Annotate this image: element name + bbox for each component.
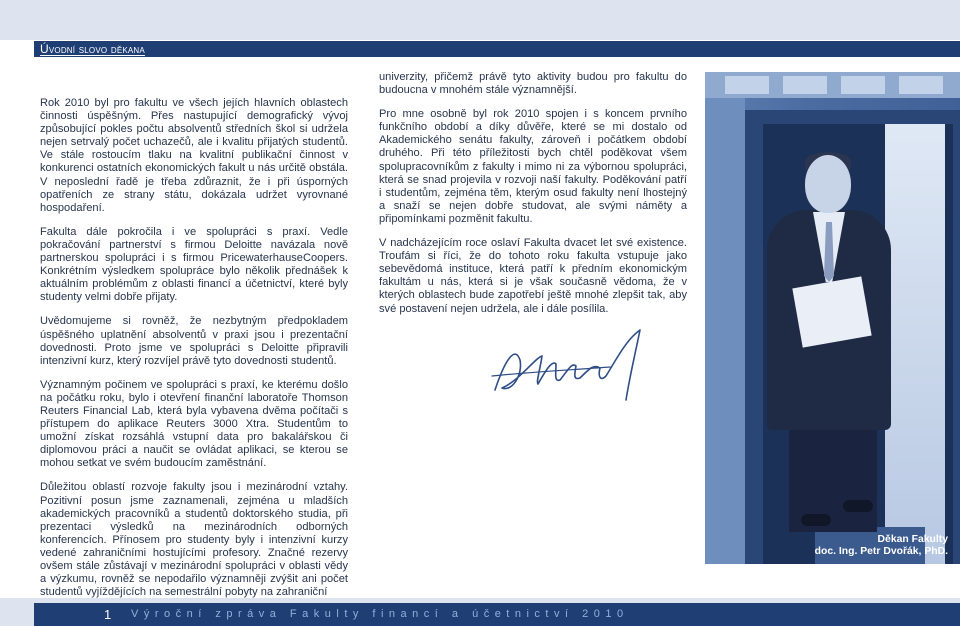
photo-light [885, 124, 945, 564]
paragraph: Pro mne osobně byl rok 2010 spojen i s koncem prvního funkčního období a díky důvěře, které se mi dostalo od Akademického senátu fakulty, zároveň i počátkem období druhého. Při této příležitosti bych chtěl poděkovat všem spolupracovníkům z fakulty i mimo ni za výbornou spolupráci, která se snad projevila v rozvoji naší fakulty. Poděkování patří i studentům, zejména těm, kterým osud fakulty není lhostejný a snaží se nejen dobře studovat, ale svými náměty a připomínkami pozměnit fakultu. [379, 108, 687, 225]
paragraph: univerzity, přičemž právě tyto aktivity budou pro fakultu do budoucna v mnohém stále významnější. [379, 71, 687, 97]
photo-caption [815, 534, 948, 558]
photo-window [841, 76, 885, 94]
photo-window [725, 76, 769, 94]
signature-icon [490, 320, 680, 410]
paragraph: Rok 2010 byl pro fakultu ve všech jejích hlavních oblastech činnosti úspěšným. Přes nastupující demografický vývoj způsobující pokles počtu absolventů středních škol si udržela nejen setrvalý počet uchazečů, ale i kvalitu přijatých studentů. Ve stále rostoucím tlaku na kvalitní publikační činnost v konkurenci ostatních ekonomických fakult u nás určitě obstála. V neposlední řadě je třeba zdůraznit, že i při úsporných opatřeních ze strany státu, dokázala udržet vyrovnané hospodaření. [40, 97, 348, 214]
photo-window [899, 76, 943, 94]
text-column-middle [379, 71, 687, 327]
caption-name: doc. Ing. Petr Dvořák, PhD. [814, 546, 948, 557]
photo-person-book [792, 276, 871, 347]
page-title: Úvodní slovo děkana [40, 42, 145, 56]
page-number: 1 [104, 607, 112, 622]
paragraph: Uvědomujeme si rovněž, že nezbytným předpokladem úspěšného uplatnění absolventů v praxi jsou i prezentační dovednosti. Proto jsme ve spolupráci s Deloitte připravili intenzivní kurz, který rozvíjel právě tyto dovednosti studentů. [40, 315, 348, 367]
photo-person-head [805, 155, 851, 213]
paragraph: V nadcházejícím roce oslaví Fakulta dvacet let své existence. Troufám si říci, že do tohoto roku fakulta vstupuje jako sebevědomá instituce, která patří k předním ekonomickým fakultám u nás, která si je však současně vědoma, že v kterých oblastech bude zapotřebí ještě mnohé zlepšit tak, aby své postavení nejen udržela, ale i dále posílila. [379, 237, 687, 315]
header-bar [34, 41, 960, 57]
paragraph: Fakulta dále pokročila i ve spolupráci s praxí. Vedle pokračování partnerství s firmou Deloitte navázala nově partnerskou spolupráci i s firmou PricewaterhauseCoopers. Konkrétním výsledkem spolupráce bylo několik přednášek k aktuálním problémům z oblasti financí a účetnictví, které byly studenty velmi dobře přijaty. [40, 225, 348, 304]
paragraph: Významným počinem ve spolupráci s praxí, ke kterému došlo na počátku roku, bylo i otevření finanční laboratoře Thomson Reuters Financial Lab, která byla vybavena dvěma počítači s přístupem do aplikace Reuters 3000 Xtra. Studentům to umožní získat rozsáhlá vstupní data pro bakalářskou či diplomovou práci a naučit se ovládat aplikaci, se kterou se mohou setkat ve svém budoucím zaměstnání. [40, 378, 348, 470]
footer-title: Výroční zpráva Fakulty financí a účetnictví 2010 [131, 608, 629, 620]
photo-person-shoe [801, 514, 831, 526]
top-decorative-band [0, 0, 960, 40]
text-column-left [40, 97, 348, 610]
photo-wall [705, 98, 745, 564]
caption-role: Děkan Fakulty [877, 534, 948, 545]
dean-photo [705, 72, 960, 564]
photo-window [783, 76, 827, 94]
photo-person-shoe [843, 500, 873, 512]
paragraph: Důležitou oblastí rozvoje fakulty jsou i mezinárodní vztahy. Pozitivní posun jsme zaznamenali, zejména u mladších akademických pracovníků a studentů doktorského studia, při prezentaci výsledků na mezinárodních odborných konferencích. Přínosem pro studenty byly i intenzivní kurzy vedené zahraničními hostujícími profesory. Značné rezervy ovšem stále zůstávají v mezinárodní spolupráci v oblasti vědy a výzkumu, rovněž se nepodařilo významněji zvýšit ani počet studentů vyjíždějících na semestrální pobyty na zahraniční [40, 481, 348, 599]
